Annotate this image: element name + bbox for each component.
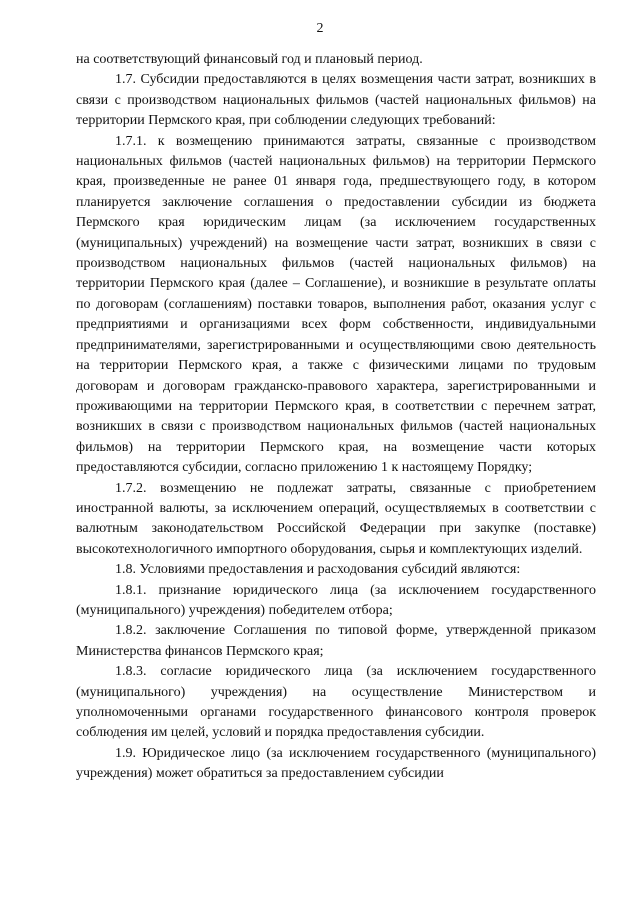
document-body [76,50,596,785]
paragraph-continuation: на соответствующий финансовый год и плановый период. [76,52,423,67]
paragraph-1-7: 1.7. Субсидии предоставляются в целях возмещения части затрат, возникших в связи с производством национальных фильмов (частей национальных фильмов) на территории Пермского края, при соблюдении следующих требований: [76,72,596,129]
paragraph-1-8: 1.8. Условиями предоставления и расходования субсидий являются: [115,562,521,578]
paragraph-1-8-3: 1.8.3. согласие юридического лица (за исключением государственного (муниципального) учреждения) на осуществление Министерством и уполномоченными органами государственного финансового контроля проверок соблюдения им целей, условий и порядка предоставления субсидии. [76,664,596,741]
paragraph-1-8-2: 1.8.2. заключение Соглашения по типовой форме, утвержденной приказом Министерства финансов Пермского края; [76,623,596,659]
paragraph-1-8-1: 1.8.1. признание юридического лица (за исключением государственного (муниципального) учреждения) победителем отбора; [76,582,596,618]
paragraph-1-7-1: 1.7.1. к возмещению принимаются затраты, связанные с производством национальных фильмов (частей национальных фильмов) на территории Пермского края, произведенные не ранее 01 января года, предшествующего году, в котором планируется заключение соглашения о предоставлении субсидии из бюджета Пермского края юридическим лицам (за исключением государственных (муниципальных) учреждений) на возмещение части затрат, возникших в связи с производством национальных фильмов (частей национальных фильмов) на территории Пермского края (далее – Соглашение), и возникшие в результате оплаты по договорам (соглашениям) поставки товаров, выполнения работ, оказания услуг с предприятиями и организациями всех форм собственности, индивидуальными предпринимателями, зарегистрированными и осуществляющими свою деятельность на территории Пермского края, а также с физическими лицами по трудовым договорам и договорам гражданско-правового характера, зарегистрированными и проживающими на территории Пермского края, в соответствии с перечнем затрат, возникших в связи с производством национальных фильмов (частей национальных фильмов) на территории Пермского края, на возмещение части которых предоставляются субсидии, согласно приложению 1 к настоящему Порядку; [76,133,596,476]
paragraph-1-9: 1.9. Юридическое лицо (за исключением государственного (муниципального) учреждения) может обратиться за предоставлением субсидии [76,745,596,782]
paragraph-1-7-2: 1.7.2. возмещению не подлежат затраты, связанные с приобретением иностранной валюты, за исключением операций, осуществляемых в соответствии с валютным законодательством Российской Федерации при закупке (поставке) высокотехнологичного импортного оборудования, сырья и комплектующих изделий. [76,480,596,557]
page-number: 2 [316,21,324,36]
